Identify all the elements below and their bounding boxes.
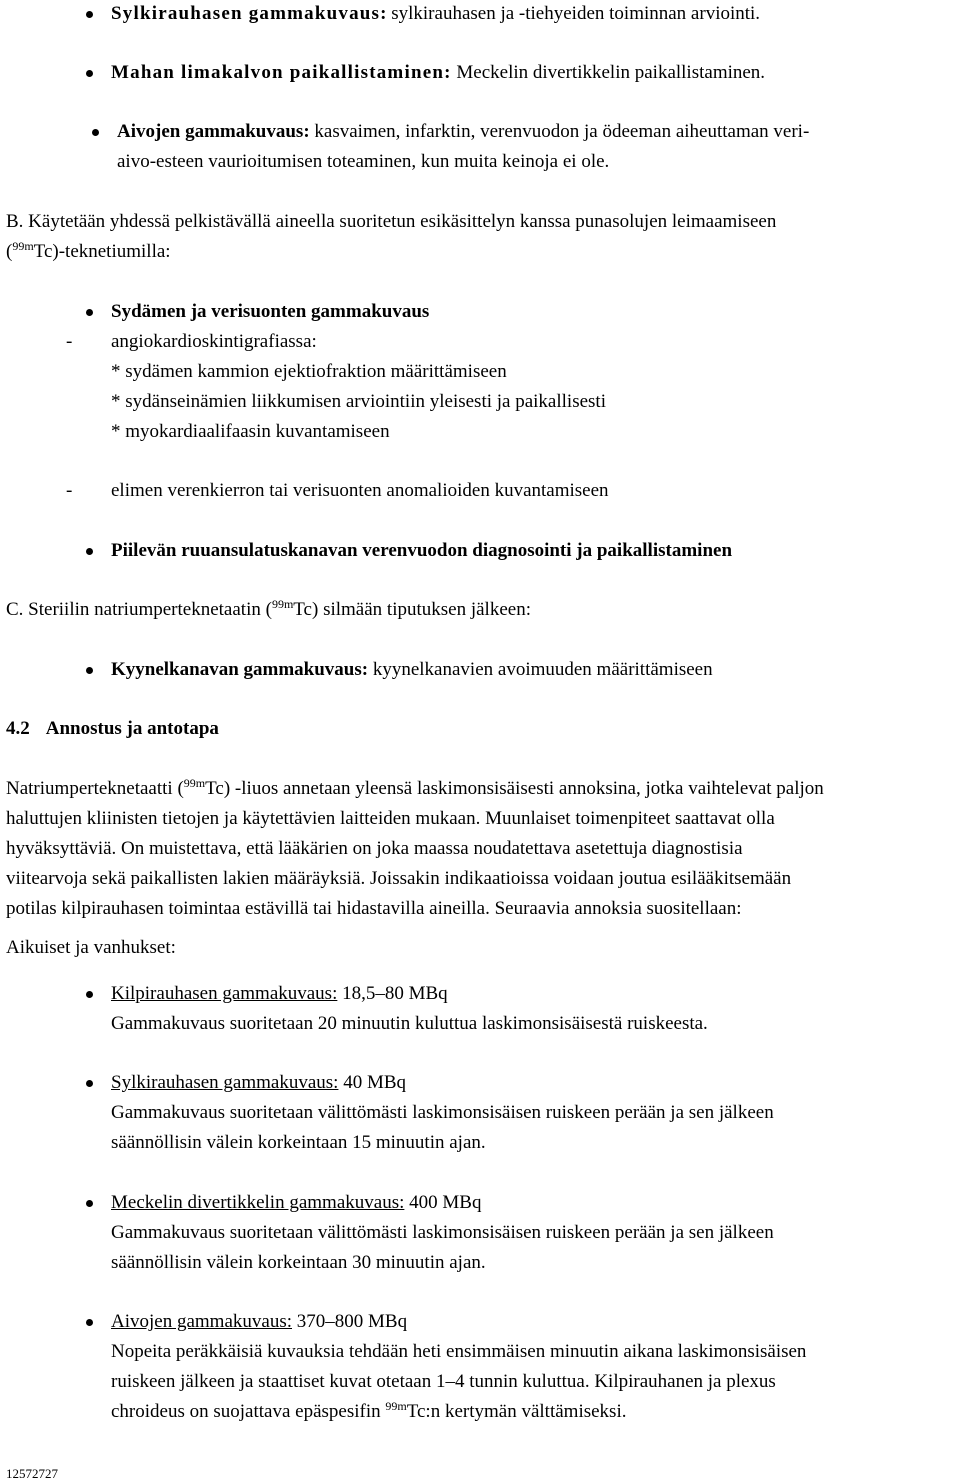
dose-detail: Gammakuvaus suoritetaan välittömästi laskimonsisäisen ruiskeen perään ja sen jälkeen: [111, 1102, 774, 1123]
dose-detail: [111, 1400, 626, 1424]
bullet-text: sylkirauhasen ja -tiehyeiden toiminnan arviointi.: [386, 3, 761, 24]
dose-value: 40 MBq: [338, 1072, 407, 1093]
line-text: C. Steriilin natriumperteknetaatin (: [6, 599, 272, 620]
line-text: Natriumperteknetaatti (: [6, 778, 184, 799]
dose-detail: säännöllisin välein korkeintaan 30 minuutin ajan.: [111, 1252, 486, 1273]
heading-title: Annostus ja antotapa: [45, 718, 219, 739]
dose-item-salivary: [111, 1071, 406, 1095]
bullet-text: kasvaimen, infarktin, verenvuodon ja ödeeman aiheuttaman veri-: [309, 121, 810, 142]
dose-name: Kilpirauhasen gammakuvaus:: [111, 983, 338, 1004]
dose-name: Aivojen gammakuvaus:: [111, 1311, 292, 1332]
bullet-brain-scan-cont: aivo-esteen vaurioitumisen toteaminen, kun muita keinoja ei ole.: [117, 151, 610, 172]
section-b-line2: [6, 240, 171, 264]
adults-label: Aikuiset ja vanhukset:: [6, 937, 176, 958]
section-heading: [6, 717, 219, 741]
bullet-brain-scan: [117, 120, 809, 144]
isotope-superscript: 99m: [385, 1399, 407, 1413]
bullet-lacrimal-scan: [111, 658, 713, 682]
paragraph-line: viitearvoja sekä paikallisten lakien määräyksiä. Joissakin indikaatioissa voidaan joutua esilääkitsemään: [6, 868, 792, 889]
isotope-superscript: 99m: [183, 776, 206, 790]
dose-value: 370–800 MBq: [292, 1311, 408, 1332]
sub-item: * sydämen kammion ejektiofraktion määrittämiseen: [111, 361, 507, 382]
paragraph-line: hyväksyttäviä. On muistettava, että lääkärien on joka maassa noudatettava asetettuja diagnostisia: [6, 838, 743, 859]
term: Sylkirauhasen gammakuvaus: [111, 3, 381, 24]
section-c-line: [6, 598, 531, 622]
term: Sydämen ja verisuonten gammakuvaus: [111, 301, 430, 322]
dose-detail: Nopeita peräkkäisiä kuvauksia tehdään heti ensimmäisen minuutin aikana laskimonsisäisen: [111, 1341, 807, 1362]
section-b-line1: B. Käytetään yhdessä pelkistävällä aineella suoritetun esikäsittelyn kanssa punasolujen leimaamiseen: [6, 211, 777, 232]
paragraph-line: potilas kilpirauhasen toimintaa estävillä tai hidastavilla aineilla. Seuraavia annoksia suositellaan:: [6, 898, 742, 919]
term-sep: :: [380, 3, 387, 24]
dash-item-circulation: elimen verenkierron tai verisuonten anomalioiden kuvantamiseen: [111, 480, 609, 501]
sub-item: * myokardiaalifaasin kuvantamiseen: [111, 421, 390, 442]
sub-item: * sydänseinämien liikkumisen arviointiin yleisesti ja paikallisesti: [111, 391, 606, 412]
dose-item-brain: [111, 1310, 407, 1334]
dash-marker: -: [66, 480, 73, 501]
isotope-superscript: 99m: [271, 597, 294, 611]
paragraph-line: haluttujen kliinisten tietojen ja käytettävien laitteiden mukaan. Muunlaiset toimenpiteet saattavat olla: [6, 808, 775, 829]
heading-number: 4.2: [6, 718, 30, 739]
bullet-text: kyynelkanavien avoimuuden määrittämiseen: [368, 659, 713, 680]
dash-marker: -: [66, 331, 73, 352]
dose-detail: Gammakuvaus suoritetaan 20 minuutin kuluttua laskimonsisäisestä ruiskeesta.: [111, 1013, 708, 1034]
isotope-superscript: 99m: [12, 239, 34, 253]
dose-item-thyroid: [111, 982, 448, 1006]
line-text: chroideus on suojattava epäspesifin: [111, 1401, 386, 1422]
bullet-salivary-scan: [111, 2, 760, 26]
line-text: Tc) silmään tiputuksen jälkeen:: [293, 599, 531, 620]
dose-name: Sylkirauhasen gammakuvaus:: [111, 1072, 339, 1093]
dose-detail: säännöllisin välein korkeintaan 15 minuutin ajan.: [111, 1132, 486, 1153]
dose-detail: Gammakuvaus suoritetaan välittömästi laskimonsisäisen ruiskeen perään ja sen jälkeen: [111, 1222, 774, 1243]
line-text: Tc)-teknetiumilla:: [33, 241, 171, 262]
paren: (: [6, 241, 13, 262]
line-text: Tc) -liuos annetaan yleensä laskimonsisäisesti annoksina, jotka vaihtelevat paljon: [205, 778, 824, 799]
line-text: Tc:n kertymän välttämiseksi.: [406, 1401, 627, 1422]
bullet-cardiac-scan: [111, 300, 429, 324]
paragraph-line: [6, 777, 824, 801]
dose-name: Meckelin divertikkelin gammakuvaus:: [111, 1192, 405, 1213]
term: Kyynelkanavan gammakuvaus:: [111, 659, 369, 680]
dash-item-angio: angiokardioskintigrafiassa:: [111, 331, 317, 352]
dose-value: 18,5–80 MBq: [337, 983, 448, 1004]
dose-value: 400 MBq: [404, 1192, 482, 1213]
bullet-gi-bleeding: [111, 539, 732, 563]
term: Mahan limakalvon paikallistaminen:: [111, 62, 452, 83]
dose-item-meckel: [111, 1191, 481, 1215]
bullet-gastric-mucosa: [111, 61, 765, 85]
term: Piilevän ruuansulatuskanavan verenvuodon diagnosointi ja paikallistaminen: [111, 540, 733, 561]
term: Aivojen gammakuvaus:: [117, 121, 310, 142]
document-id: 12572727: [6, 1466, 58, 1481]
dose-detail: ruiskeen jälkeen ja staattiset kuvat otetaan 1–4 tunnin kuluttua. Kilpirauhanen ja plexus: [111, 1371, 776, 1392]
bullet-text: Meckelin divertikkelin paikallistaminen.: [451, 62, 766, 83]
